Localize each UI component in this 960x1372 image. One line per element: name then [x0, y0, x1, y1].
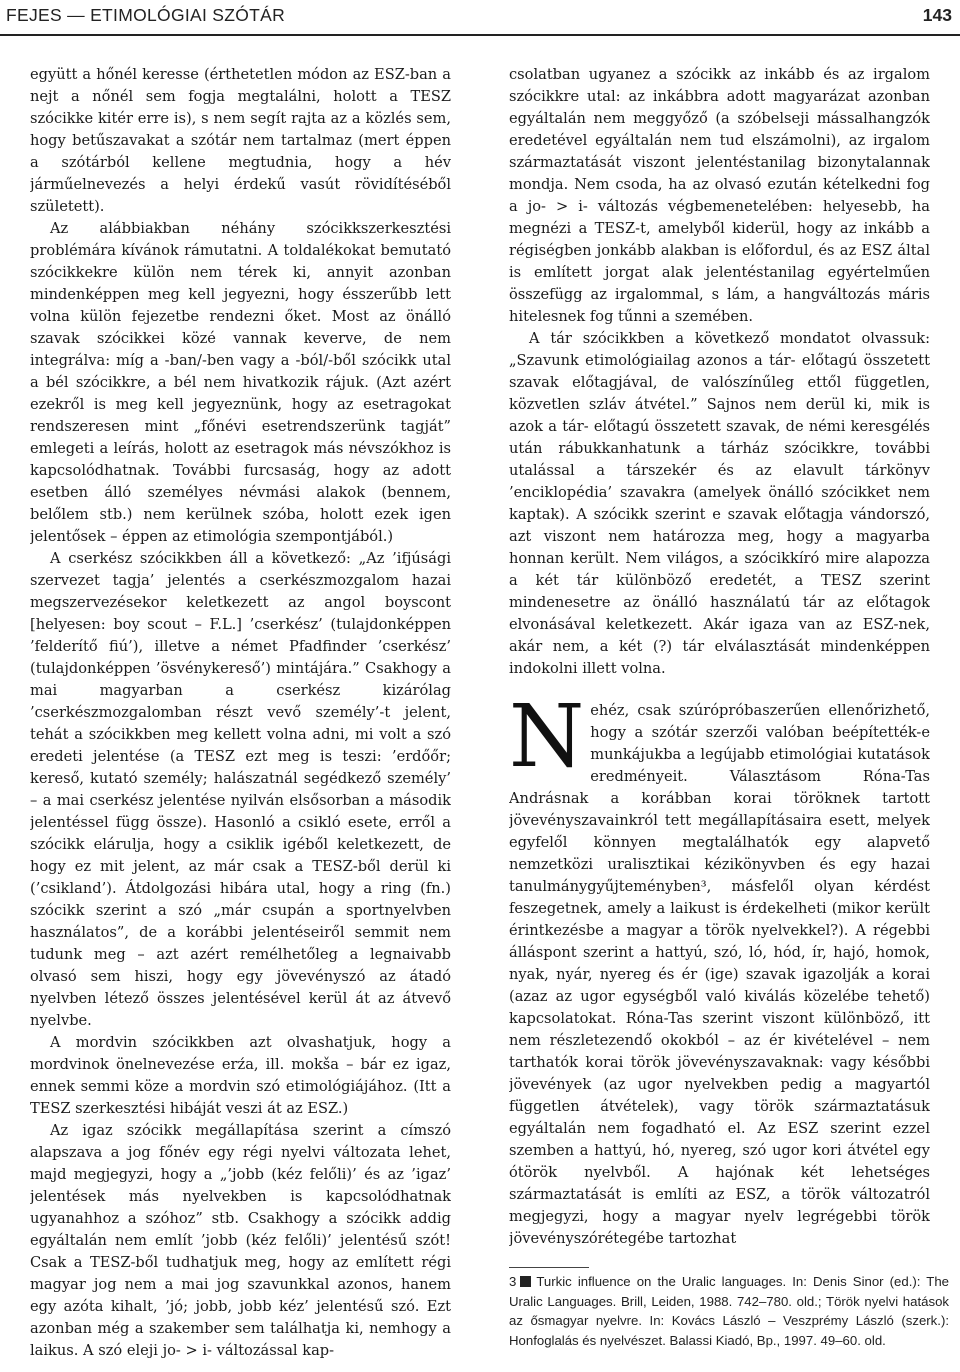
footnote-rule [509, 1267, 589, 1268]
paragraph: A tár szócikkben a következő mondatot olvassuk: „Szavunk etimológiailag azonos a tár- előtagú összetett szavak előtagjával, de valószínűleg ettől független, közvetlen szláv átvétel.” Sajnos nem derül ki, mik is azok a tár- előtagú összetett szavak, de némi keresgélés után rábukkanhatunk a tárház szócikkre, további utalással a társzekér és az elavult tárkönyv ’enciklopédia’ szavakra (amelyek önálló szócikket nem kaptak). A szócikk szerint e szavak előtagja vándorszó, azt viszont nem határozza meg, hogy a magyarba honnan került. Nem világos, a szócikkíró mire alapozza a két tár különböző eredetét, a TESZ szerint mindenesetre az önálló használatú tár az előtagok elvonásával keletkezett. Akár igaza van az ESZ-nek, akár nem, a két (?) tár elválasztását mindenképpen indokolni illett volna. [509, 330, 930, 677]
footnote-square-icon [520, 1276, 531, 1287]
left-column [30, 64, 451, 1364]
paragraph: csolatban ugyanez a szócikk az inkább és az irgalom szócikkre utal: az inkábbra adott magyarázat azonban egyáltalán nem meggyőző (a szóbelseji mássalhangzók eredetével egyáltalán nem tud elszámolni), az irgalom származtatását viszont jelentéstanilag bizonytalannak mondja. Nem csoda, ha az olvasó ezután kételkedni fog a jo- > i- változás végbemenetelében: helyesebb, ha megnézi a TESZ-t, amelyből kiderül, hogy az inkább a régiségben jonkább alakban is előfordul, és az ESZ által is említett jorgat alak jelentéstanilag egyértelműen összefügg az irgalommal, s lám, a hangváltozás máris hitelesnek fog tűnni a szemében. [509, 66, 930, 325]
paragraph: Az alábbiakban néhány szócikkszerkesztési problémára kívánok rámutatni. A toldalékokat bemutató szócikkekre külön nem térek ki, annyit azonban mindenképpen meg kell jegyezni, hogy ésszerűbb lett volna külön fejezetbe rendezni őket. Most az önálló szavak szócikkei közé vannak keverve, de nem integrálva: míg a -ban/-ben vagy a -ból/-ből szócikk utal a bél szócikkre, a bél nem hivatkozik rájuk. (Azt azért ezekről is meg kell jegyeznünk, hogy az esetragokat rendszeresen mint „főnévi esetrendszerünk tagját” emlegeti a leírás, holott az esetragok más névszókhoz is kapcsolódhatnak. További furcsaság, hogy az adott esetben álló személyes névmási alakok (bennem, belőlem stb.) nem kerülnek szóba, holott ezek igen jelentősek – éppen az etimológia szempontjából.) [30, 220, 451, 545]
running-header [0, 0, 960, 36]
paragraph: együtt a hőnél keresse (érthetetlen módon az ESZ-ban a nejt a nőnél sem fogja megtalálni, holott a TESZ szócikke kitér erre is), s nem segít rajta az a közlés sem, hogy betűszavakat a szótár nem tartalmaz (mert éppen a szótárból kellene megtudnia, hogy a hév járműelnevezés a helyi érdekű vasút rövidítéséből született). [30, 66, 451, 215]
header-title: FEJES — ETIMOLÓGIAI SZÓTÁR [6, 5, 286, 25]
page-number: 143 [922, 5, 952, 25]
section-text: ehéz, csak szúrópróbaszerűen ellenőrizhető, hogy a szótár szerzői valóban beépítették-e munkájukba a legújabb etimológiai kutatások eredményeit. Választásom Róna-Tas Andrásnak a korábban korai töröknek tartott jövevényszavainkról tett megállapításaira esett, melyek egyfelől könnyen megtalálhatók egy alapvető nemzetközi uralisztikai kézikönyvben és egy hazai tanulmánygyűjteményben³, másfelől olyan kérdést feszegetnek, amely a laikust is érdekelheti (mikor került érintkezésbe a magyar a török nyelvekkel?). A régebbi álláspont szerint a hattyú, szó, ló, hód, ír, hajó, homok, nyak, nyár, nyereg és ér (ige) szavak igazolják a korai (azaz az ugor egységből való kiválás közelébe tehető) kapcsolatokat. Róna-Tas szerint viszont különböző, itt nem részletezendő okokból – az ér kivételével – nem tarthatók korai török jövevényszavaknak: vagy későbbi jövevények (az ugor nyelvekben pedig a magyartól független átvételek), vagy török származtatásuk egyáltalán nem fogadható el. Az ESZ szerint ezzel szemben a hattyú, hó, nyereg, szó ugor kori átvétel egy ótörök nyelvből. A hajónak két lehetséges származtatását is említi az ESZ, a török változatról megjegyzi, hogy a magyar nyelv legrégebbi török jövevényszórétegébe tartozhat [509, 702, 930, 1247]
right-column [509, 64, 930, 1364]
paragraph: Az igaz szócikk megállapítása szerint a címszó alapszava a jog főnév egy régi nyelvi változata lehet, majd megjegyzi, hogy a „’jobb (kéz felőli)’ és az ’igaz’ jelentések más nyelvekben is kapcsolódhatnak ugyanahhoz a szóhoz” stb. Csakhogy a szócikk addig egyáltalán nem említ ’jobb (kéz felőli)’ jelentésű szót! Csak a TESZ-ből tudhatjuk meg, hogy az említett régi magyar jog nem a mai jog szavunkkal azonos, hanem egy azóta kihalt, ’jó; jobb, jobb kéz’ jelentésű szó. Ezt azonban még a szakember sem találhatja ki, nemhogy a laikus. A szó eleji jo- > i- változással kap- [30, 1122, 451, 1359]
section-paragraph [509, 687, 930, 1250]
drop-cap: N [509, 687, 585, 787]
footnote-text: Turkic influence on the Uralic languages. In: Denis Sinor (ed.): The Uralic Languages. Brill, Leiden, 1988. 742–780. old.; Török nyelvi hatások az ősmagyar nyelvre. In: Kovács László – Veszprémy László (szerk.): Honfoglalás és nyelvészet. Balassi Kiadó, Bp., 1997. 49–60. old. [509, 1274, 949, 1348]
paragraph: A cserkész szócikkben áll a következő: „Az ’ifjúsági szervezet tagja’ jelentés a cserkészmozgalom hazai megszervezésekor keletkezett az angol boyscont [helyesen: boy scout – F.L.] ’cserkész’ (tulajdonképpen ’felderítő fiú’), illetve a német Pfadfinder ’cserkész’ (tulajdonképpen ’ösvénykereső’) mintájára.” Csakhogy a mai magyarban a cserkész kizárólag ’cserkészmozgalomban részt vevő személy’-t jelent, tehát a szócikkben meg kellett volna adni, mi volt a szó eredeti jelentése (a TESZ ezt meg is teszi: ’erdőőr; kereső, kutató személy; halászatnál segédkező személy’ – a mai cserkész jelentése nyilván elsősorban a második jelentéssel függ össze). Hasonló a csikló esete, erről a szócikk elárulja, hogy a csiklik igéből keletkezett, de hogy ez mit jelent, az már csak a TESZ-ből derül ki (’csikland’). Átdolgozási hibára utal, hogy a ring (fn.) szócikk szerint a szó „már csupán a sportnyelvben használatos”, de a korábbi jelentéseiről semmit nem tudunk meg – azt azért remélhetőleg a legnaivabb olvasó sem hiszi, hogy egy jövevényszó az átadó nyelvben létező összes jelentésével kerül át az átvevő nyelvbe. [30, 550, 451, 1029]
paragraph: A mordvin szócikkben azt olvashatjuk, hogy a mordvinok önelnevezése erźa, ill. mokša – bár ez igaz, ennek semmi köze a mordvin szó etimológiájához. (Itt a TESZ szerkesztési hibáját veszi át az ESZ.) [30, 1034, 451, 1117]
footnote [509, 1272, 949, 1350]
footnote-number: 3 [509, 1274, 517, 1289]
